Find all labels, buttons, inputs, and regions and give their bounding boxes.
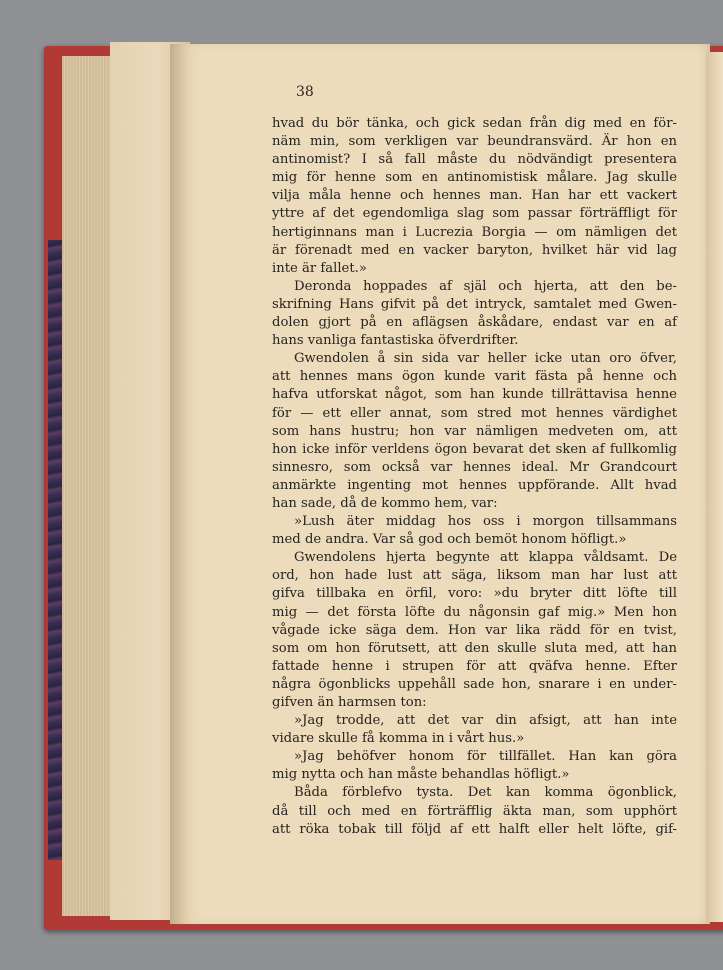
text-line: att hennes mans ögon kunde varit fästa på henne och [272, 369, 677, 385]
text-line: som hans hustru; hon var nämligen medveten om, att [272, 423, 677, 439]
text-line: ord, hon hade lust att säga, liksom man har lust att [272, 568, 677, 584]
text-line: hafva utforskat något, som han kunde tillrättavisa henne [272, 387, 677, 403]
text-line: han sade, då de kommo hem, var: [272, 495, 498, 511]
text-line: gifven än harmsen ton: [272, 695, 427, 710]
text-line: hvad du bör tänka, och gick sedan från dig med en för- [272, 116, 677, 131]
text-line: då till och med en förträfflig äkta man, som upphört [272, 803, 677, 819]
text-line: några ögonblicks uppehåll sade hon, snarare i en under- [272, 676, 677, 692]
page-text [272, 115, 677, 839]
text-line: med de andra. Var så god och bemöt honom höfligt.» [272, 532, 627, 548]
text-line: mig för henne som en antinomistisk målare. Jag skulle [272, 170, 677, 186]
text-line: inte är fallet.» [272, 260, 367, 276]
text-line: gifva tillbaka en örfil, voro: »du bryter ditt löfte till [272, 586, 677, 602]
text-line: Båda förblefvo tysta. Det kan komma ögonblick, [294, 785, 677, 801]
text-line: antinomist? I så fall måste du nödvändigt presentera [272, 152, 677, 168]
marbled-spine-edge [48, 240, 62, 860]
text-line: vilja måla henne och hennes man. Han har ett vackert [272, 188, 677, 204]
text-line: sinnesro, som också var hennes ideal. Mr Grandcourt [272, 459, 677, 475]
text-line: hon icke inför verldens ögon bevarat det sken af fullkomlig [272, 441, 677, 457]
text-line: näm min, som verkligen var beundransvärd. Är hon en [272, 134, 677, 150]
text-line: som om hon förutsett, att den skulle sluta med, att han [272, 640, 677, 656]
text-line: Deronda hoppades af själ och hjerta, att den be- [294, 278, 677, 294]
text-line: »Jag behöfver honom för tillfället. Han kan göra [294, 749, 677, 765]
text-line: vidare skulle få komma in i vårt hus.» [272, 731, 525, 747]
text-line: att röka tobak till följd af ett halft eller helt löfte, gif- [272, 821, 677, 837]
text-line: mig — det första löfte du någonsin gaf mig.» Men hon [272, 604, 677, 620]
text-line: vågade icke säga dem. Hon var lika rädd för en tvist, [272, 622, 677, 638]
text-line: skrifning Hans gifvit på det intryck, samtalet med Gwen- [272, 296, 677, 312]
text-line: för — ett eller annat, som stred mot hennes värdighet [272, 405, 677, 421]
text-line: dolen gjort på en aflägsen åskådare, endast var en af [272, 315, 677, 331]
text-line: anmärkte ingenting mot hennes uppförande. Allt hvad [272, 477, 677, 493]
right-page-edge [706, 52, 723, 922]
text-line: fattade henne i strupen för att qväfva henne. Efter [272, 658, 677, 674]
text-line: mig nytta och han måste behandlas höfligt.» [272, 767, 570, 783]
text-line: hertiginnans man i Lucrezia Borgia — om nämligen det [272, 224, 677, 240]
text-line: Gwendolen å sin sida var heller icke utan oro öfver, [294, 351, 677, 367]
text-line: »Lush äter middag hos oss i morgon tillsammans [294, 514, 677, 530]
text-line: yttre af det egendomliga slag som passar förträffligt för [272, 206, 677, 222]
text-line: är förenadt med en vacker baryton, hvilket här vid lag [272, 242, 677, 258]
text-line: »Jag trodde, att det var din afsigt, att han inte [294, 713, 677, 729]
text-line: Gwendolens hjerta begynte att klappa våldsamt. De [294, 550, 677, 566]
text-line: hans vanliga fantastiska öfverdrifter. [272, 333, 519, 349]
page-number: 38 [296, 84, 314, 100]
